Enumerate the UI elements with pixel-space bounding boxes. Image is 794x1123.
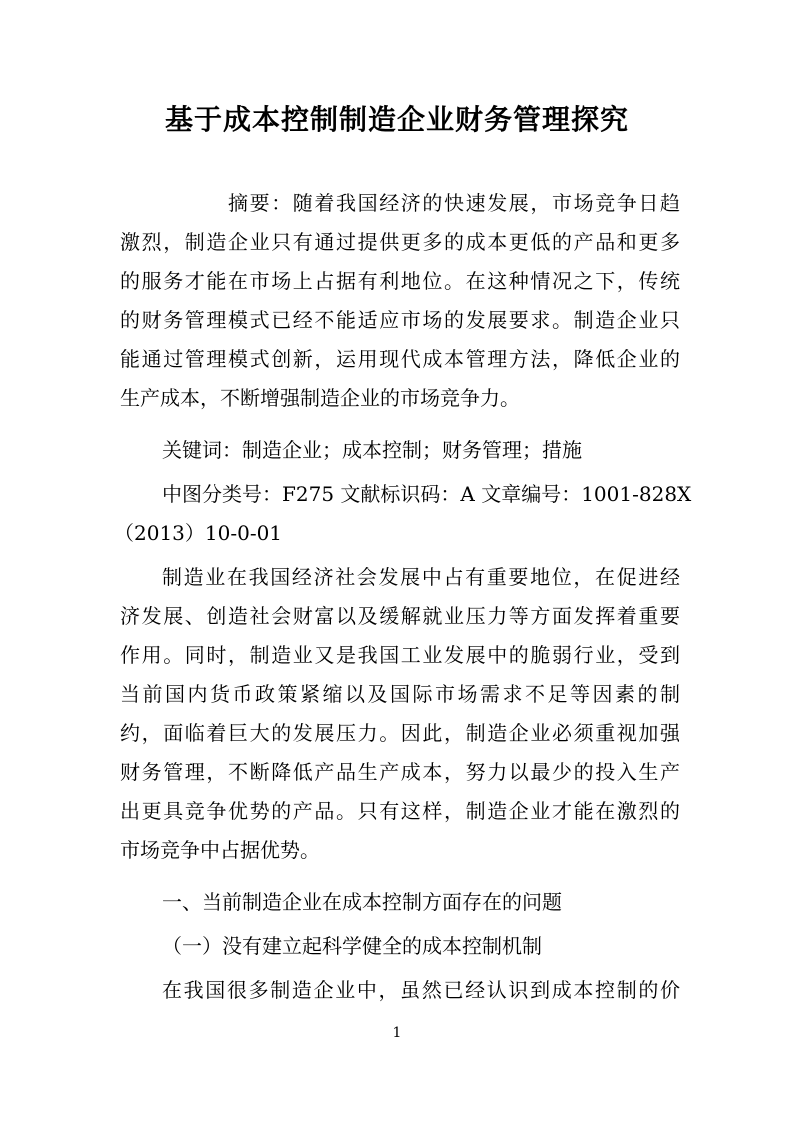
body-line-1: 制造业在我国经济社会发展中占有重要地位，在促进经 — [162, 565, 680, 589]
abstract-line-4: 的财务管理模式已经不能适应市场的发展要求。制造企业只 — [120, 308, 680, 332]
body-line-6: 财务管理，不断降低产品生产成本，努力以最少的投入生产 — [120, 760, 680, 784]
keywords-line: 关键词：制造企业；成本控制；财务管理；措施 — [162, 438, 582, 462]
abstract-line-2: 激烈，制造企业只有通过提供更多的成本更低的产品和更多 — [120, 230, 680, 254]
body-line-8: 市场竞争中占据优势。 — [120, 838, 320, 862]
body-line-5: 约，面临着巨大的发展压力。因此，制造企业必须重视加强 — [120, 721, 680, 745]
abstract-line-3: 的服务才能在市场上占据有利地位。在这种情况之下，传统 — [120, 269, 680, 293]
abstract-line-6: 生产成本，不断增强制造企业的市场竞争力。 — [120, 386, 520, 410]
subsection-heading: （一）没有建立起科学健全的成本控制机制 — [162, 934, 542, 958]
body-line-4: 当前国内货币政策紧缩以及国际市场需求不足等因素的制 — [120, 682, 680, 706]
abstract-line-5: 能通过管理模式创新，运用现代成本管理方法，降低企业的 — [120, 347, 680, 371]
abstract-line-1: 摘要：随着我国经济的快速发展，市场竞争日趋 — [228, 191, 680, 215]
page-number: 1 — [392, 1025, 402, 1041]
body-line-3: 作用。同时，制造业又是我国工业发展中的脆弱行业，受到 — [120, 643, 680, 667]
body-line-9: 在我国很多制造企业中，虽然已经认识到成本控制的价 — [162, 978, 680, 1002]
body-line-7: 出更具竞争优势的产品。只有这样，制造企业才能在激烈的 — [120, 799, 680, 823]
classification-line: 中图分类号：F275 文献标识码：A 文章编号：1001-828X — [162, 482, 692, 506]
classification-line-2: （2013）10-0-01 — [114, 521, 283, 545]
document-title: 基于成本控制制造企业财务管理探究 — [164, 103, 629, 136]
section-heading: 一、当前制造企业在成本控制方面存在的问题 — [162, 890, 562, 914]
body-line-2: 济发展、创造社会财富以及缓解就业压力等方面发挥着重要 — [120, 604, 680, 628]
